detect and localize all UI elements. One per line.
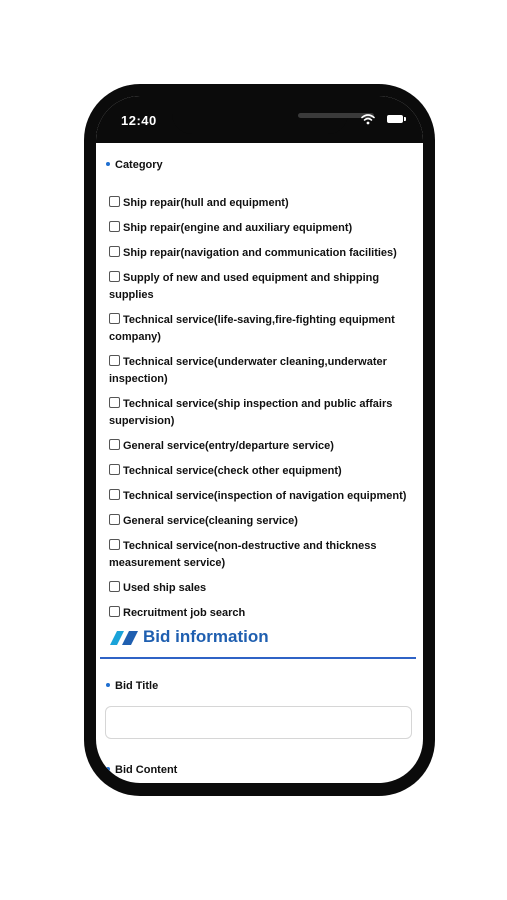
checkbox[interactable] (109, 246, 120, 257)
checkbox[interactable] (109, 539, 120, 550)
checkbox[interactable] (109, 196, 120, 207)
category-checkbox-item[interactable] (109, 245, 414, 262)
category-checkbox-item[interactable] (109, 195, 414, 212)
category-checkbox-item[interactable] (109, 438, 414, 455)
category-checkbox-item[interactable] (109, 396, 414, 430)
category-checkbox-label: Technical service(ship inspection and public affairs supervision) (109, 398, 393, 427)
phone-screen (96, 96, 423, 783)
bullet-icon (106, 683, 110, 687)
checkbox[interactable] (109, 397, 120, 408)
category-checkbox-list (109, 195, 414, 630)
checkbox[interactable] (109, 313, 120, 324)
checkbox[interactable] (109, 439, 120, 450)
category-checkbox-item[interactable] (109, 463, 414, 480)
category-checkbox-item[interactable] (109, 488, 414, 505)
wifi-icon (361, 113, 375, 125)
category-checkbox-item[interactable] (109, 270, 414, 304)
bid-content-label-text: Bid Content (115, 764, 178, 776)
category-checkbox-label: Technical service(check other equipment) (123, 465, 342, 477)
battery-icon (387, 115, 403, 123)
notch (172, 96, 348, 134)
category-checkbox-label: General service(cleaning service) (123, 515, 298, 527)
category-checkbox-item[interactable] (109, 220, 414, 237)
checkbox[interactable] (109, 489, 120, 500)
category-checkbox-label: Ship repair(navigation and communication facilities) (123, 247, 397, 259)
checkbox[interactable] (109, 581, 120, 592)
category-checkbox-label: Ship repair(hull and equipment) (123, 197, 289, 209)
category-checkbox-label: Recruitment job search (123, 607, 246, 619)
status-time: 12:40 (121, 113, 157, 128)
category-checkbox-item[interactable] (109, 605, 414, 622)
category-checkbox-label: Technical service(inspection of navigation equipment) (123, 490, 407, 502)
checkbox[interactable] (109, 464, 120, 475)
category-checkbox-label: Ship repair(engine and auxiliary equipment) (123, 222, 353, 234)
bid-title-label (106, 680, 158, 692)
category-label (106, 159, 163, 171)
bullet-icon (106, 767, 110, 771)
category-checkbox-item[interactable] (109, 580, 414, 597)
phone-frame (84, 84, 435, 796)
category-checkbox-label: Technical service(underwater cleaning,underwater inspection) (109, 356, 387, 385)
category-checkbox-item[interactable] (109, 538, 414, 572)
checkbox[interactable] (109, 355, 120, 366)
category-checkbox-label: Used ship sales (123, 582, 207, 594)
section-divider (100, 657, 416, 659)
category-checkbox-item[interactable] (109, 513, 414, 530)
category-checkbox-label: Supply of new and used equipment and shipping supplies (109, 272, 380, 301)
checkbox[interactable] (109, 221, 120, 232)
category-label-text: Category (115, 159, 163, 171)
category-checkbox-label: Technical service(non-destructive and thickness measurement service) (109, 540, 377, 569)
category-checkbox-label: Technical service(life-saving,fire-fighting equipment company) (109, 314, 395, 343)
checkbox[interactable] (109, 271, 120, 282)
bid-content-label (106, 764, 177, 776)
form-content[interactable] (96, 143, 423, 783)
category-checkbox-item[interactable] (109, 354, 414, 388)
section-title: Bid information (143, 627, 269, 646)
category-checkbox-label: General service(entry/departure service) (123, 440, 334, 452)
checkbox[interactable] (109, 606, 120, 617)
bid-title-label-text: Bid Title (115, 680, 159, 692)
category-checkbox-item[interactable] (109, 312, 414, 346)
bid-title-input[interactable] (105, 706, 412, 739)
bullet-icon (106, 162, 110, 166)
status-bar (96, 96, 423, 143)
double-slash-logo-icon (110, 631, 140, 645)
checkbox[interactable] (109, 514, 120, 525)
